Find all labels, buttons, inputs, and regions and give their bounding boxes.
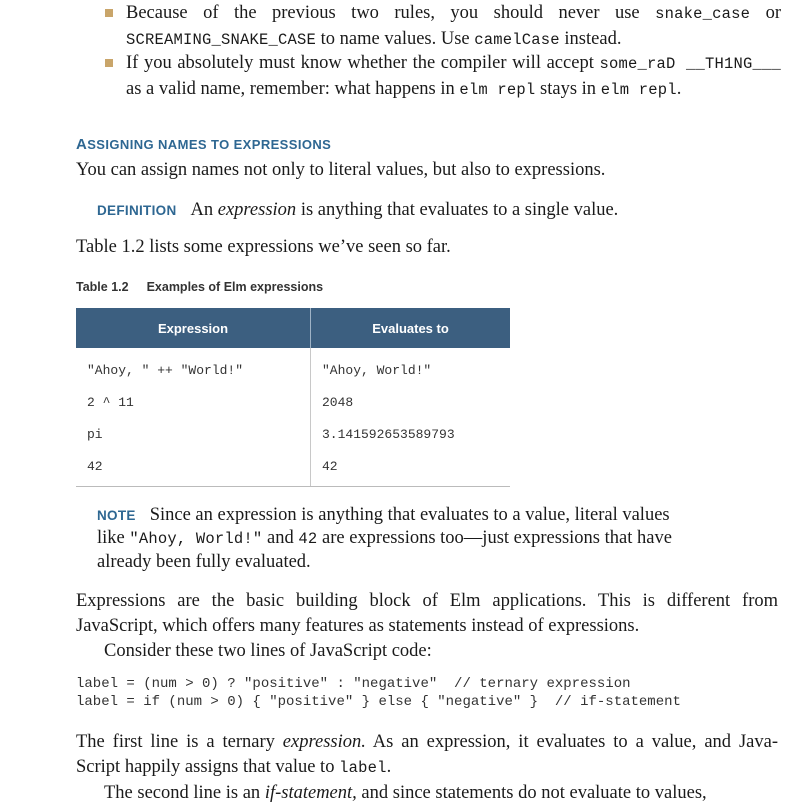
inline-code: "Ahoy, World!": [129, 530, 263, 548]
note-tag: NOTE: [97, 508, 136, 523]
paragraph-text: The second line is an: [104, 783, 265, 803]
note-line: [97, 504, 737, 527]
inline-code: elm repl: [600, 81, 677, 99]
inline-code: 42: [298, 530, 318, 548]
inline-code: snake_case: [655, 5, 751, 23]
table-row: [76, 418, 510, 450]
code-block: [76, 675, 681, 711]
bullet-text: .: [676, 79, 682, 99]
bullet-text: instead.: [559, 29, 622, 49]
definition-text: An: [190, 200, 218, 220]
section-heading: [76, 136, 331, 153]
table-cell-result: 3.141592653589793: [322, 426, 455, 442]
table-cell-expression: pi: [76, 418, 311, 450]
note-text: and: [262, 528, 299, 548]
bullet-square-icon: [105, 59, 113, 67]
note-text: Since an expression is anything that evaluates to a value, literal values: [149, 505, 670, 525]
paragraph-text: .: [386, 757, 392, 777]
table-cell-result: 42: [311, 450, 511, 487]
bullet-text: to name values. Use: [316, 29, 475, 49]
paragraph-text: and since statements do not evaluate to values,: [356, 783, 707, 803]
bullet-text: as a valid name, remember: what happens in: [126, 79, 460, 99]
table-header-row: [76, 308, 510, 348]
note-line: [97, 551, 737, 574]
emphasis-text: if-statement,: [264, 783, 357, 803]
paragraph-line: Expressions are the basic building block of Elm applications. This is different from: [76, 591, 778, 611]
code-line: label = (num > 0) ? "positive" : "negative" // ternary expression: [76, 676, 631, 692]
bullet-item: [96, 51, 781, 103]
expressions-paragraph: [76, 589, 778, 664]
table-caption-number: Table 1.2: [76, 280, 129, 294]
inline-code: some_raD __TH1NG___: [599, 55, 782, 73]
table-cell-expression: "Ahoy, " ++ "World!": [76, 348, 311, 386]
bullet-text: or: [750, 3, 781, 23]
paragraph-line: [76, 730, 778, 755]
paragraph-text: Script happily assigns that value to: [76, 757, 340, 777]
code-line: label = if (num > 0) { "positive" } else { "negative" } // if-statement: [76, 694, 681, 710]
table-header-expression: Expression: [76, 308, 311, 348]
table-caption: [76, 280, 323, 294]
heading-rest: SSIGNING NAMES TO EXPRESSIONS: [87, 137, 332, 152]
paragraph-line: JavaScript, which offers many features as statements instead of expressions.: [76, 616, 640, 636]
note-text: are expressions too—just expressions that have: [317, 528, 672, 548]
table-cell-result: 2048: [322, 394, 354, 410]
emphasis-text: expression.: [282, 732, 366, 752]
expressions-table: [76, 308, 510, 487]
table-cell-result: "Ahoy, World!": [322, 362, 432, 378]
bullet-text: If you absolutely must know whether the compiler will accept: [126, 53, 600, 73]
bullet-text: Because of the previous two rules, you should never use: [126, 3, 656, 23]
table-row: [76, 386, 510, 418]
inline-code: SCREAMING_SNAKE_CASE: [126, 31, 317, 49]
paragraph-text: The first line is a ternary: [76, 732, 283, 752]
inline-code: camelCase: [474, 31, 560, 49]
table-intro-paragraph: Table 1.2 lists some expressions we’ve seen so far.: [76, 237, 451, 257]
inline-code: label: [339, 759, 387, 777]
definition-tag: DEFINITION: [97, 203, 177, 218]
bullet-text: stays in: [535, 79, 601, 99]
bullet-square-icon: [105, 9, 113, 17]
paragraph-line: [76, 755, 778, 781]
table-caption-title: Examples of Elm expressions: [146, 280, 324, 294]
table-cell-expression: 2 ^ 11: [76, 386, 311, 418]
definition-box: [97, 198, 777, 223]
definition-text: is anything that evaluates to a single value.: [296, 200, 619, 220]
inline-code: elm repl: [459, 81, 536, 99]
table-row: [76, 450, 510, 487]
after-code-paragraph: [76, 730, 778, 806]
note-box: [97, 504, 737, 574]
note-line: [97, 527, 737, 551]
intro-paragraph: You can assign names not only to literal values, but also to expressions.: [76, 160, 606, 180]
note-text: already been fully evaluated.: [97, 552, 311, 572]
table-cell-expression: 42: [76, 450, 311, 487]
bullet-item: [96, 1, 781, 53]
heading-initial: A: [76, 136, 88, 153]
note-text: like: [97, 528, 130, 548]
paragraph-text: As an expression, it evaluates to a value, and Java-: [365, 732, 778, 752]
definition-term: expression: [217, 200, 297, 220]
paragraph-line: Consider these two lines of JavaScript code:: [104, 641, 432, 661]
table-header-evaluates-to: Evaluates to: [311, 308, 511, 348]
paragraph-line: [76, 781, 778, 806]
table-row: [76, 348, 510, 386]
